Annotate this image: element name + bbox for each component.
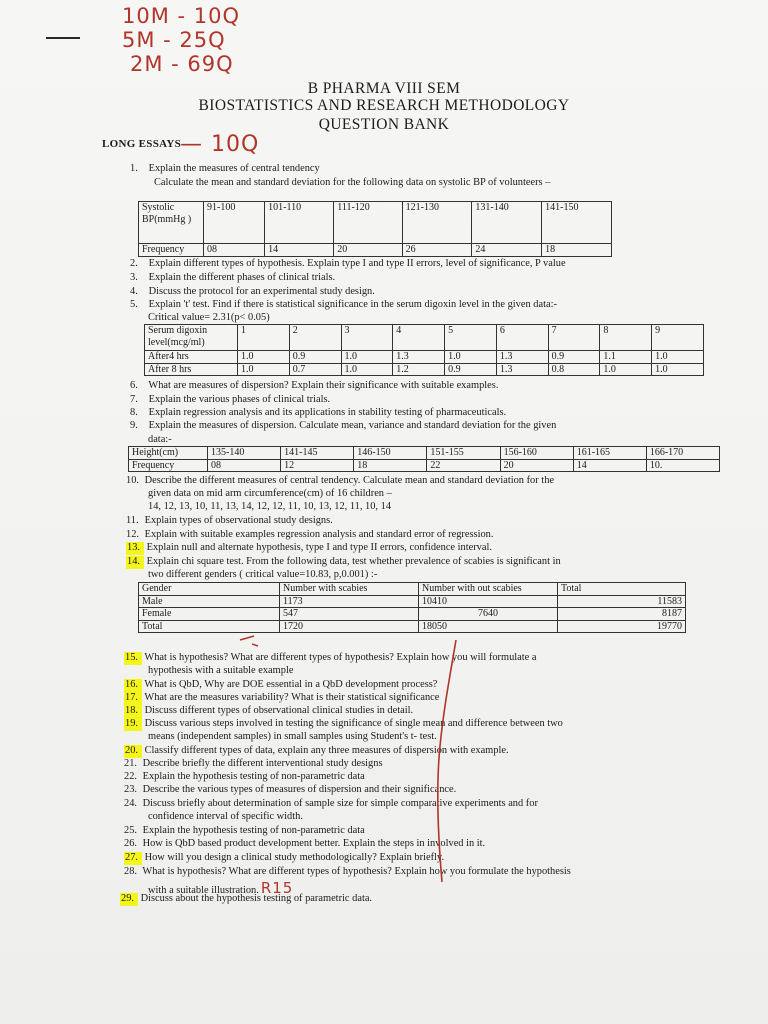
table-cell: 91-100: [204, 202, 265, 244]
table-cell: Total: [139, 620, 280, 633]
table-cell: 8187: [558, 608, 686, 621]
question-28: 28. What is hypothesis? What are different types of hypothesis? Explain how you formulate the hypothesis: [124, 866, 571, 877]
table-cell: 0.7: [289, 363, 341, 376]
table-cell: 141-145: [281, 447, 354, 460]
question-14: 14. Explain chi square test. From the following data, test whether prevalence of scabies is significant in: [127, 556, 561, 567]
table-cell: 18050: [419, 620, 558, 633]
table-cell: 9: [652, 325, 704, 351]
section-title-long-essays: LONG ESSAYS: [102, 138, 182, 150]
question-15: 15. What is hypothesis? What are different types of hypothesis? Explain how you will formulate a: [125, 652, 537, 663]
table-cell: Male: [139, 595, 280, 608]
pencil-dash-mark: [46, 37, 80, 39]
header-subject: BIOSTATISTICS AND RESEARCH METHODOLOGY: [198, 97, 570, 114]
height-frequency-table: [128, 446, 720, 472]
table-cell: 166-170: [646, 447, 719, 460]
question-9-sub: data:-: [148, 434, 172, 445]
question-10-sub1: given data on mid arm circumference(cm) of 16 children –: [148, 488, 392, 499]
question-14-sub: two different genders ( critical value=10.83, p,0.001) :-: [148, 569, 378, 580]
table-cell: 141-150: [542, 202, 612, 244]
table-cell: 12: [281, 459, 354, 472]
table-cell: 547: [280, 608, 419, 621]
table-cell: 2: [289, 325, 341, 351]
table-cell: Female: [139, 608, 280, 621]
header-course: B PHARMA VIII SEM: [307, 80, 461, 97]
red-pen-stroke: [430, 636, 460, 886]
table-cell: 08: [208, 459, 281, 472]
question-1: 1. Explain the measures of central tendency: [130, 163, 320, 174]
table-cell: 0.9: [548, 351, 600, 364]
table-cell: 24: [472, 244, 542, 257]
table-cell: After 8 hrs: [145, 363, 238, 376]
question-15-sub: hypothesis with a suitable example: [148, 665, 294, 676]
table-cell: 1.0: [238, 351, 290, 364]
table-cell: After4 hrs: [145, 351, 238, 364]
table-cell: 121-130: [402, 202, 472, 244]
table-cell: 14: [265, 244, 334, 257]
question-29: 29. Discuss about the hypothesis testing of parametric data.: [121, 893, 373, 904]
table-cell: Frequency: [129, 459, 208, 472]
table-cell: Gender: [139, 583, 280, 596]
table-cell: 135-140: [208, 447, 281, 460]
question-9: 9. Explain the measures of dispersion. Calculate mean, variance and standard deviation for the given: [130, 420, 557, 431]
table-cell: 11583: [558, 595, 686, 608]
table-cell: 6: [496, 325, 548, 351]
table-cell: 10.: [646, 459, 719, 472]
table-cell: 1.3: [496, 363, 548, 376]
table-cell: 156-160: [500, 447, 573, 460]
table-cell: Systolic BP(mmHg ): [139, 202, 204, 244]
table-cell: 1.3: [496, 351, 548, 364]
question-1-sub: Calculate the mean and standard deviation for the following data on systolic BP of volunteers –: [154, 177, 551, 188]
table-cell: Number with out scabies: [419, 583, 558, 596]
question-3: 3. Explain the different phases of clinical trials.: [130, 272, 336, 283]
question-11: 11. Explain types of observational study designs.: [126, 515, 333, 526]
table-cell: 7: [548, 325, 600, 351]
table-cell: 1173: [280, 595, 419, 608]
table-cell: 1.0: [445, 351, 497, 364]
header-doc-title: QUESTION BANK: [318, 116, 450, 133]
question-20: 20. Classify different types of data, explain any three measures of dispersion with example.: [125, 745, 509, 756]
table-cell: 1.3: [393, 351, 445, 364]
handwritten-note-5m: 5M - 25Q: [122, 28, 226, 52]
question-25: 25. Explain the hypothesis testing of non-parametric data: [124, 825, 365, 836]
table-cell: Height(cm): [129, 447, 208, 460]
question-5-sub: Critical value= 2.31(p< 0.05): [148, 312, 270, 323]
table-cell: 1.2: [393, 363, 445, 376]
table-cell: 18: [354, 459, 427, 472]
table-cell: 1720: [280, 620, 419, 633]
systolic-bp-table: [138, 201, 612, 257]
table-cell: 08: [204, 244, 265, 257]
table-cell: Total: [558, 583, 686, 596]
table-cell: 8: [600, 325, 652, 351]
question-17: 17. What are the measures variability? What is their statistical significance: [125, 692, 440, 703]
question-19: 19. Discuss various steps involved in testing the significance of single mean and difference between two: [125, 718, 563, 729]
table-cell: 161-165: [573, 447, 646, 460]
question-2: 2. Explain different types of hypothesis. Explain type I and type II errors, level of significance, P value: [130, 258, 566, 269]
handwritten-r15-mark: R15: [260, 879, 294, 897]
question-18: 18. Discuss different types of observational clinical studies in detail.: [125, 705, 414, 716]
table-cell: 14: [573, 459, 646, 472]
table-cell: 1.0: [600, 363, 652, 376]
question-5: 5. Explain 't' test. Find if there is statistical significance in the serum digoxin level in the given data:-: [130, 299, 557, 310]
table-cell: 1.1: [600, 351, 652, 364]
table-cell: 10410: [419, 595, 558, 608]
table-cell: 4: [393, 325, 445, 351]
table-cell: 151-155: [427, 447, 500, 460]
table-cell: 7640: [419, 608, 558, 621]
question-16: 16. What is QbD, Why are DOE essential in a QbD development process?: [125, 679, 438, 690]
table-cell: 0.9: [445, 363, 497, 376]
table-cell: Number with scabies: [280, 583, 419, 596]
table-cell: 1.0: [341, 351, 393, 364]
table-cell: 20: [500, 459, 573, 472]
question-27: 27. How will you design a clinical study methodologically? Explain briefly.: [125, 852, 445, 863]
handwritten-essay-count: — 10Q: [180, 132, 260, 157]
question-13: 13. Explain null and alternate hypothesis, type I and type II errors, confidence interval.: [127, 542, 492, 553]
table-cell: Frequency: [139, 244, 204, 257]
table-cell: 26: [402, 244, 472, 257]
table-cell: 111-120: [334, 202, 402, 244]
question-8: 8. Explain regression analysis and its applications in stability testing of pharmaceuticals.: [130, 407, 507, 418]
table-cell: 1.0: [238, 363, 290, 376]
table-cell: 1: [238, 325, 290, 351]
question-6: 6. What are measures of dispersion? Explain their significance with suitable examples.: [130, 380, 499, 391]
question-22: 22. Explain the hypothesis testing of non-parametric data: [124, 771, 365, 782]
table-cell: 101-110: [265, 202, 334, 244]
table-cell: Serum digoxin level(mcg/ml): [145, 325, 238, 351]
table-cell: 5: [445, 325, 497, 351]
handwritten-note-10m: 10M - 10Q: [122, 4, 241, 28]
table-cell: 131-140: [472, 202, 542, 244]
question-26: 26. How is QbD based product development better. Explain the steps in involved in it.: [124, 838, 486, 849]
scabies-table: [138, 582, 686, 633]
serum-digoxin-table: [144, 324, 704, 376]
table-cell: 1.0: [652, 351, 704, 364]
table-cell: 19770: [558, 620, 686, 633]
question-28-sub: with a suitable illustration. R15: [148, 879, 294, 897]
handwritten-note-2m: 2M - 69Q: [130, 52, 234, 76]
table-cell: 18: [542, 244, 612, 257]
table-cell: 1.0: [652, 363, 704, 376]
question-21: 21. Describe briefly the different interventional study designs: [124, 758, 383, 769]
table-cell: 146-150: [354, 447, 427, 460]
red-tick-mark: [236, 630, 266, 650]
question-4: 4. Discuss the protocol for an experimental study design.: [130, 286, 375, 297]
question-7: 7. Explain the various phases of clinical trials.: [130, 394, 331, 405]
question-10: 10. Describe the different measures of central tendency. Calculate mean and standard deviation for the: [126, 475, 554, 486]
table-cell: 0.8: [548, 363, 600, 376]
question-23: 23. Describe the various types of measures of dispersion and their significance.: [124, 784, 457, 795]
table-cell: 20: [334, 244, 402, 257]
table-cell: 3: [341, 325, 393, 351]
table-cell: 1.0: [341, 363, 393, 376]
question-10-sub2: 14, 12, 13, 10, 11, 13, 14, 12, 12, 11, 10, 13, 12, 11, 10, 14: [148, 501, 392, 512]
question-24: 24. Discuss briefly about determination of sample size for simple comparative experiments and for: [124, 798, 538, 809]
table-cell: 22: [427, 459, 500, 472]
question-24-sub: confidence interval of specific width.: [148, 811, 303, 822]
question-19-sub: means (independent samples) in small samples using Student's t- test.: [148, 731, 437, 742]
table-cell: 0.9: [289, 351, 341, 364]
question-12: 12. Explain with suitable examples regression analysis and standard error of regression.: [126, 529, 494, 540]
